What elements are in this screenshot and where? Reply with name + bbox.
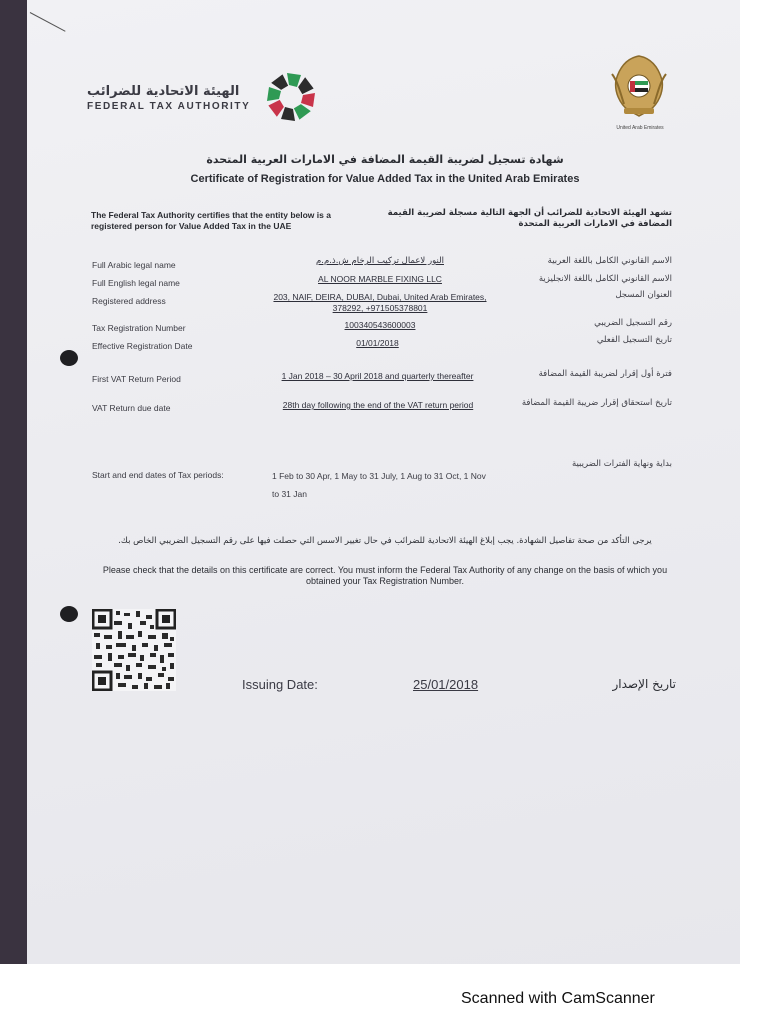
qr-code-icon [92, 609, 176, 691]
punch-hole [60, 606, 78, 622]
fta-logo-icon [262, 70, 320, 124]
field-label-ar: رقم التسجيل الضريبي [594, 318, 672, 328]
tax-periods-label-ar: بداية ونهاية الفترات الضريبية [571, 459, 672, 469]
field-value-address: 203, NAIF, DEIRA, DUBAI, Dubai, United Arab Emirates, 378292, +971505378801 [273, 292, 487, 313]
title-english: Certificate of Registration for Value Added Tax in the United Arab Emirates [190, 173, 580, 185]
issuing-date-label-ar: تاريخ الإصدار [612, 677, 676, 691]
notice-arabic: يرجى التأكد من صحة تفاصيل الشهادة. يجب إبلاغ الهيئة الاتحادية للضرائب في حال تغيير الاسس التي حصلت فيها على رقم التسجيل الضريبي الخاص بك. [118, 536, 652, 546]
issuing-date-value: 25/01/2018 [413, 677, 479, 692]
field-value-return-due-date: 28th day following the end of the VAT return period [282, 400, 474, 410]
tax-periods-label-en: Start and end dates of Tax periods: [92, 470, 224, 480]
fta-logo-segment [267, 87, 281, 101]
fta-name-arabic: الهيئة الاتحادية للضرائب [87, 84, 240, 99]
scan-left-edge [0, 0, 27, 964]
camscanner-watermark: Scanned with CamScanner [461, 990, 655, 1007]
field-value-effective-date: 01/01/2018 [356, 338, 399, 348]
field-label-en: First VAT Return Period [92, 374, 181, 384]
field-label-en: Effective Registration Date [92, 341, 193, 351]
intro-arabic: تشهد الهيئة الاتحادية للضرائب أن الجهة التالية مسجلة لضريبة القيمة المضافة في الامارات العربية المتحدة [387, 208, 672, 229]
tax-periods-value: 1 Feb to 30 Apr, 1 May to 31 July, 1 Aug to 31 Oct, 1 Nov to 31 Jan [272, 471, 486, 499]
field-label-ar: تاريخ استحقاق إقرار ضريبة القيمة المضافة [521, 398, 672, 408]
title-arabic: شهادة تسجيل لضريبة القيمة المضافة في الامارات العربية المتحدة [206, 153, 564, 166]
field-value-first-return-period: 1 Jan 2018 – 30 April 2018 and quarterly thereafter [281, 371, 474, 381]
field-label-ar: العنوان المسجل [615, 290, 672, 300]
field-label-en: Full English legal name [92, 278, 180, 288]
intro-english: The Federal Tax Authority certifies that the entity below is a registered person for Value Added Tax in the UAE [91, 210, 331, 231]
uae-emblem-icon [606, 52, 672, 124]
field-value-trn: 100340543600003 [344, 320, 416, 330]
fta-logo-segment [301, 93, 315, 107]
field-label-ar: الاسم القانوني الكامل باللغة الانجليزية [538, 274, 672, 284]
fta-name-english: FEDERAL TAX AUTHORITY [87, 101, 251, 112]
punch-hole [60, 350, 78, 366]
field-value-english-name: AL NOOR MARBLE FIXING LLC [318, 274, 442, 284]
notice-english: Please check that the details on this certificate are correct. You must inform the Federal Tax Authority of any change on the basis of which you obtained your Tax Registration Number. [102, 565, 668, 586]
field-label-ar: تاريخ التسجيل الفعلي [596, 335, 672, 345]
field-label-ar: فترة أول إقرار لضريبة القيمة المضافة [538, 369, 672, 379]
fta-logo-segment [281, 107, 295, 121]
qr-code-graphic [92, 609, 176, 691]
emblem-caption: United Arab Emirates [616, 125, 664, 131]
field-label-en: VAT Return due date [92, 403, 171, 413]
fta-logo-segment [287, 73, 301, 87]
field-label-en: Tax Registration Number [92, 323, 186, 333]
field-label-ar: الاسم القانوني الكامل باللغة العربية [547, 256, 672, 266]
field-value-arabic-name: النور لاعمال تركيب الرخام ش.ذ.م.م [316, 256, 444, 266]
issuing-date-label: Issuing Date: [242, 677, 318, 692]
field-label-en: Full Arabic legal name [92, 260, 176, 270]
field-label-en: Registered address [92, 296, 166, 306]
